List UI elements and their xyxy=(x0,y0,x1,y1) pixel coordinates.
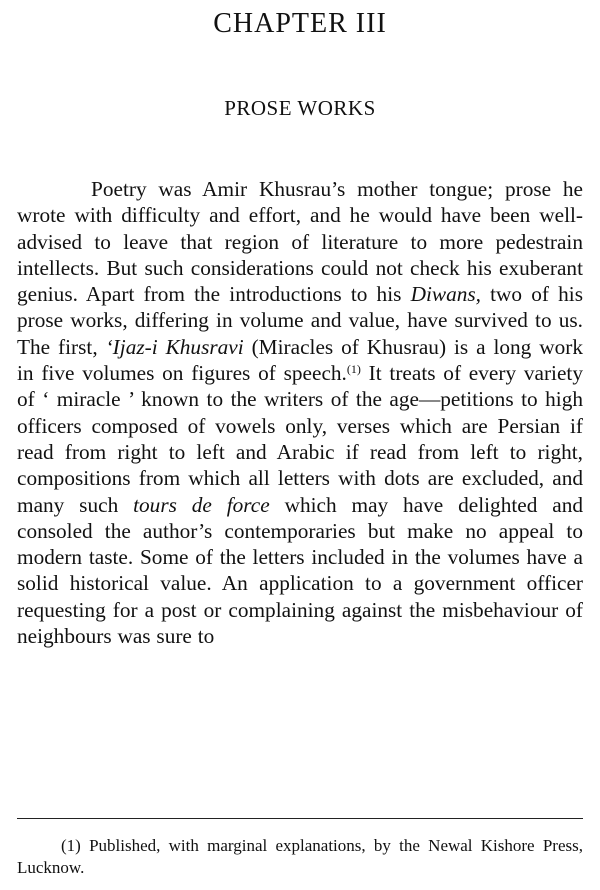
italic-diwans: Diwans, xyxy=(410,282,481,307)
italic-tours-de-force: tours de force xyxy=(133,492,270,517)
paragraph-text-1: Poetry was Amir Khusrau’s mother tongue; prose he wrote with difficulty and effort, and he would have been well-advised to leave that region of literature to more pedestrain intellects. But such considerations could not check his exuberant genius. Apart from the introductions to his xyxy=(17,177,583,307)
paragraph-text-3: (Miracles of Khusrau) is a long work in five volumes on figures of speech. xyxy=(17,334,584,386)
chapter-heading: CHAPTER III xyxy=(213,8,387,39)
footnote: (1) Published, with marginal explanations, by the Newal Kishore Press, Lucknow. xyxy=(17,836,583,877)
footnote-reference: (1) xyxy=(346,362,361,377)
italic-ijaz-title: ‘Ijaz-i Khusravi xyxy=(105,334,244,359)
paragraph-text-2: two of his prose works, differing in volume and value, have survived to us. The first, xyxy=(17,282,583,359)
section-title: PROSE WORKS xyxy=(224,96,376,120)
paragraph-text-4: It treats of every variety of ‘ miracle ’ known to the writers of the age—petitions to high officers composed of vowels only, verses which are Persian if read from right to left and Arabic if read from left to right, compositions from which all letters with dots are excluded, and many such xyxy=(17,361,583,517)
paragraph-text-5: which may have delighted and consoled the author’s contemporaries but make no appeal to modern taste. Some of the letters included in the volumes have a solid historical value. An application to a government officer requesting for a post or complaining against the misbehaviour of neighbours was sure to xyxy=(17,492,583,649)
footnote-divider xyxy=(17,818,583,819)
body-paragraph xyxy=(17,176,583,649)
